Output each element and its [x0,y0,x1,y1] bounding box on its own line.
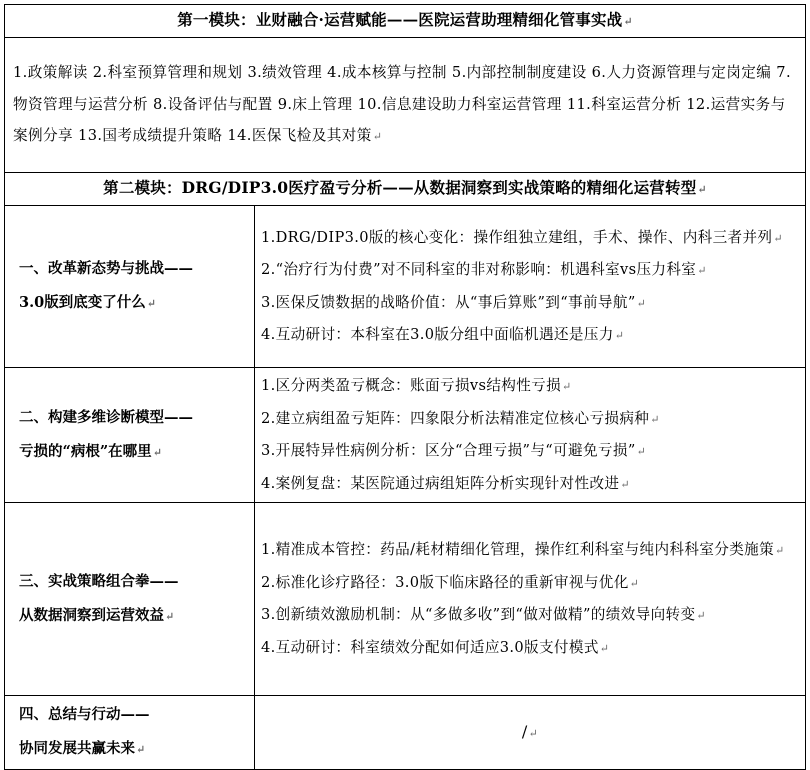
section4-heading [5,696,255,770]
section-heading-line: 从数据洞察到运营效益↵ [19,606,175,624]
paragraph-mark-icon: ↵ [775,544,785,557]
paragraph-mark-icon: ↵ [146,297,156,310]
section4-items: /↵ [255,696,806,770]
section2-items [255,368,806,503]
list-item: 3.开展特异性病例分析：区分“合理亏损”与“可避免亏损”↵ [261,442,647,459]
module2-title: 第二模块：DRG/DIP3.0医疗盈亏分析——从数据洞察到实战策略的精细化运营转型↵ [5,173,806,206]
list-item: 4.案例复盘：某医院通过病组矩阵分析实现针对性改进↵ [261,474,630,492]
paragraph-mark-icon: ↵ [629,576,640,590]
paragraph-mark-icon: ↵ [636,445,647,458]
list-item: 4.互动研讨：本科室在3.0版分组中面临机遇还是压力↵ [261,326,625,343]
section-heading-line: 一、改革新态势与挑战—— [19,260,193,277]
section2-heading [5,368,255,503]
list-item: 2.建立病组盈亏矩阵：四象限分析法精准定位核心亏损病种↵ [261,409,660,427]
paragraph-mark-icon: ↵ [773,231,783,245]
list-item: 4.互动研讨：科室绩效分配如何适应3.0版支付模式↵ [261,638,610,656]
paragraph-mark-icon: ↵ [696,609,706,622]
paragraph-mark-icon: ↵ [372,130,383,144]
paragraph-mark-icon: ↵ [152,445,162,459]
list-item: 1.精准成本管控：药品/耗材精细化管理，操作红利科室与纯内科科室分类施策↵ [261,541,785,558]
list-item: 3.创新绩效激励机制：从“多做多收”到“做对做精”的绩效导向转变↵ [261,606,706,623]
section-heading-line: 三、实战策略组合拳—— [19,572,179,590]
module1-topics: 1.政策解读 2.科室预算管理和规划 3.绩效管理 4.成本核算与控制 5.内部控制制度建设 6.人力资源管理与定岗定编 7.物资管理与运营分析 8.设备评估与配置 9.床上管理 10.信息建设助力科室运营管理 11.科室运营分析 12.运营实务与案例分享 13.国考成绩提升策略 14.医保飞检及其对策↵ [5,38,806,173]
course-outline-table [4,4,806,770]
section1-heading [5,206,255,368]
section-heading-line: 二、构建多维诊断模型—— [19,408,193,426]
list-item: 2.“治疗行为付费”对不同科室的非对称影响：机遇科室vs压力科室↵ [261,261,707,278]
list-item: 3.医保反馈数据的战略价值：从“事后算账”到“事前导航”↵ [261,293,647,311]
list-item: 1.区分两类盈亏概念：账面亏损vs结构性亏损↵ [261,377,572,394]
list-item: 2.标准化诊疗路径：3.0版下临床路径的重新审视与优化↵ [261,573,640,591]
paragraph-mark-icon: ↵ [562,380,572,393]
paragraph-mark-icon: ↵ [528,726,539,740]
paragraph-mark-icon: ↵ [697,183,707,196]
section-heading-line: 3.0版到底变了什么↵ [19,294,156,311]
paragraph-mark-icon: ↵ [636,296,647,310]
list-item: 1.DRG/DIP3.0版的核心变化：操作组独立建组，手术、操作、内科三者并列↵ [261,228,783,246]
section3-items [255,503,806,696]
section3-heading [5,503,255,696]
paragraph-mark-icon: ↵ [620,477,630,491]
section-heading-line: 亏损的“病根”在哪里↵ [19,442,162,460]
paragraph-mark-icon: ↵ [599,641,610,655]
paragraph-mark-icon: ↵ [697,264,707,277]
paragraph-mark-icon: ↵ [165,609,175,623]
module1-title: 第一模块：业财融合·运营赋能——医院运营助理精细化管事实战↵ [5,5,806,38]
section-heading-line: 四、总结与行动—— [19,706,150,723]
section1-items [255,206,806,368]
section-heading-line: 协同发展共赢未来↵ [19,740,146,757]
paragraph-mark-icon: ↵ [136,743,146,756]
paragraph-mark-icon: ↵ [623,15,633,28]
paragraph-mark-icon: ↵ [650,412,660,426]
paragraph-mark-icon: ↵ [614,329,625,342]
